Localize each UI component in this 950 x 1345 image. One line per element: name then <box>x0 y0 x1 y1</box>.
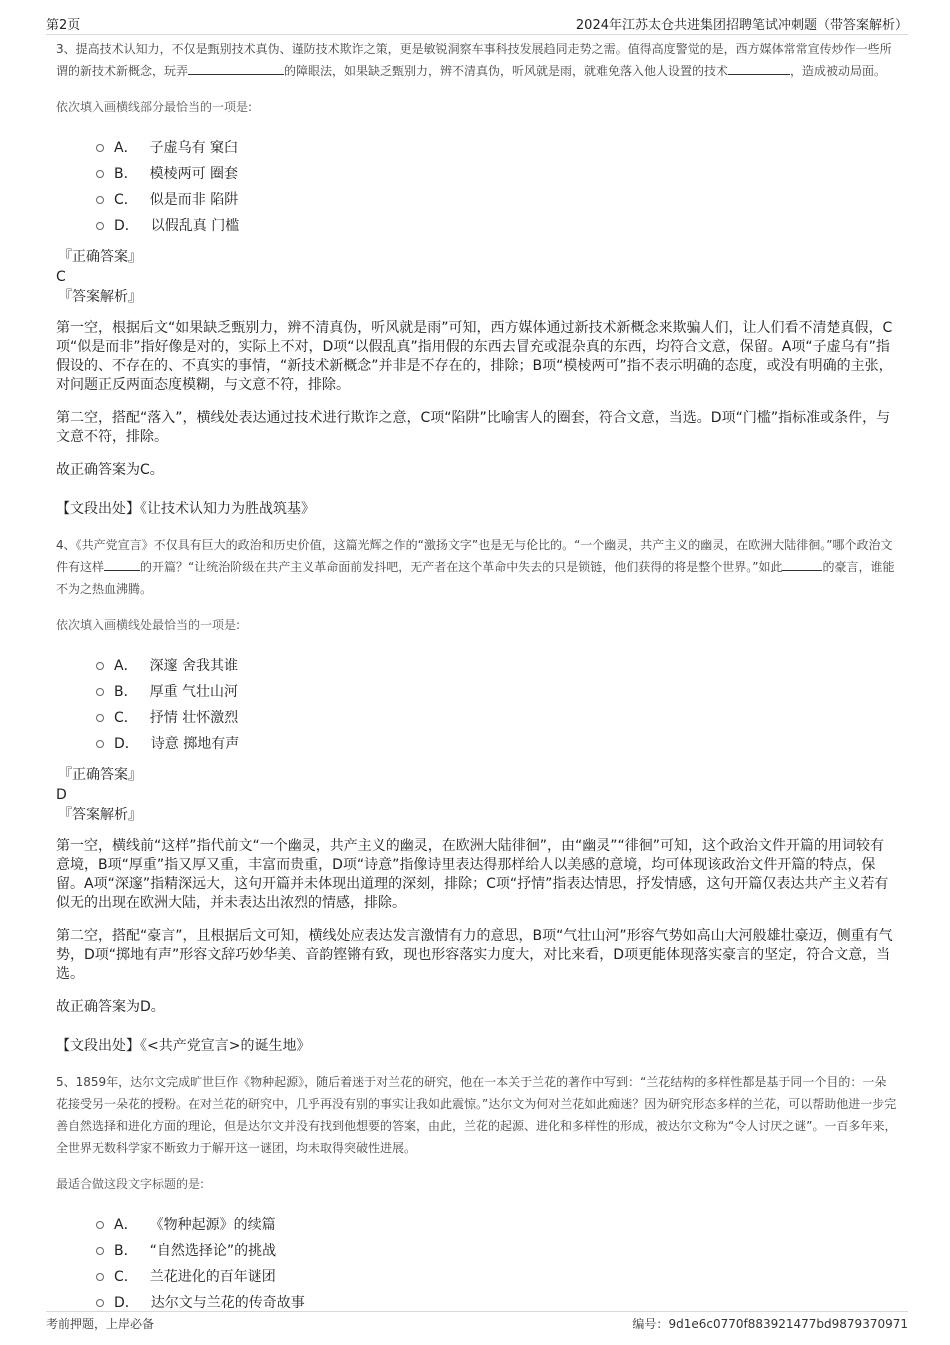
analysis-paragraph: 第一空，根据后文“如果缺乏甄别力，辨不清真伪，听风就是雨”可知，西方媒体通过新技术新概念来欺骗人们，让人们看不清楚真假，C项“似是而非”指好像是对的，实际上不对，D项“以假乱真”指用假的东西去冒充或混杂真的东西，均符合文意，保留。A项“子虚乌有”指假设的、不存在的、不真实的事情，“新技术新概念”并非是不存在的，排除；B项“模棱两可”指不表示明确的态度，或没有明确的主张，对问题正反两面态度模糊，与文意不符，排除。 <box>56 320 893 393</box>
radio-icon[interactable] <box>96 1247 104 1255</box>
answer-value: D <box>56 787 67 803</box>
blank-line <box>104 556 140 571</box>
radio-icon[interactable] <box>96 714 104 722</box>
question-4 <box>56 534 898 1055</box>
option-list <box>96 135 898 239</box>
radio-icon[interactable] <box>96 662 104 670</box>
question-stem: 4、《共产党宣言》不仅具有巨大的政治和历史价值，这篇光辉之作的“激扬文字”也是无与伦比的。“一个幽灵，共产主义的幽灵，在欧洲大陆徘徊。”哪个政治文件有这样 的开篇？“让统治阶级在共产主义革命面前发抖吧，无产者在这个革命中失去的只是锁链，他们获得的将是整个世界。”如此 的豪言，谁能不为之热血沸腾。 <box>56 538 895 596</box>
blank-line <box>188 60 284 75</box>
option-d[interactable]: D． 以假乱真 门槛 <box>96 213 898 239</box>
analysis-conclusion: 故正确答案为D。 <box>56 999 165 1015</box>
serial-number: 编号：9d1e6c0770f883921477bd9879370971 <box>632 1317 908 1331</box>
answer-label: 『正确答案』 <box>58 249 142 265</box>
radio-icon[interactable] <box>96 688 104 696</box>
analysis-label: 『答案解析』 <box>58 807 142 823</box>
document-title: 2024年江苏太仓共进集团招聘笔试冲刺题（带答案解析） <box>575 18 908 33</box>
blank-line <box>782 556 822 571</box>
option-c[interactable]: C． 似是而非 陷阱 <box>96 187 898 213</box>
page-number: 第2页 <box>46 18 81 33</box>
analysis-paragraph: 第二空，搭配“落入”，横线处表达通过技术进行欺诈之意，C项“陷阱”比喻害人的圈套，符合文意，当选。D项“门槛”指标准或条件，与文意不符，排除。 <box>56 410 891 445</box>
question-3 <box>56 38 898 518</box>
passage-source: 【文段出处】《让技术认知力为胜战筑基》 <box>56 501 315 517</box>
option-a[interactable]: A． 深邃 舍我其谁 <box>96 653 898 679</box>
radio-icon[interactable] <box>96 1221 104 1229</box>
content <box>56 38 898 1324</box>
footer-slogan: 考前押题，上岸必备 <box>46 1317 155 1331</box>
option-b[interactable]: B． “自然选择论”的挑战 <box>96 1238 898 1264</box>
option-c[interactable]: C． 兰花进化的百年谜团 <box>96 1264 898 1290</box>
option-a[interactable]: A． 子虚乌有 窠臼 <box>96 135 898 161</box>
page-footer <box>46 1311 908 1332</box>
radio-icon[interactable] <box>96 144 104 152</box>
blank-line <box>728 60 790 75</box>
radio-icon[interactable] <box>96 740 104 748</box>
option-list <box>96 1212 898 1316</box>
analysis-paragraph: 第二空，搭配“豪言”，且根据后文可知，横线处应表达发言激情有力的意思，B项“气壮山河”形容气势如高山大河般雄壮豪迈，侧重有气势，D项“掷地有声”形容文辞巧妙华美、音韵铿锵有致，现也形容落实力度大，对比来看，D项更能体现落实豪言的坚定，符合文意，当选。 <box>56 928 893 982</box>
passage-source: 【文段出处】《<共产党宣言>的诞生地》 <box>56 1038 311 1054</box>
question-prompt: 最适合做这段文字标题的是: <box>56 1177 205 1191</box>
answer-label: 『正确答案』 <box>58 767 142 783</box>
answer-value: C <box>56 269 66 285</box>
option-b[interactable]: B． 厚重 气壮山河 <box>96 679 898 705</box>
option-list <box>96 653 898 757</box>
analysis-conclusion: 故正确答案为C。 <box>56 462 164 478</box>
option-c[interactable]: C． 抒情 壮怀激烈 <box>96 705 898 731</box>
question-5 <box>56 1071 898 1316</box>
radio-icon[interactable] <box>96 196 104 204</box>
radio-icon[interactable] <box>96 170 104 178</box>
question-prompt: 依次填入画横线处最恰当的一项是: <box>56 618 241 632</box>
option-d[interactable]: D． 诗意 掷地有声 <box>96 731 898 757</box>
question-stem: 3、提高技术认知力，不仅是甄别技术真伪、谨防技术欺诈之策，更是敏锐洞察车事科技发展趋同走势之需。值得高度警觉的是，西方媒体常常宣传炒作一些所谓的新技术新概念，玩弄 的障眼法，如果缺乏甄别力，辨不清真伪，听风就是雨，就难免落入他人设置的技术 ，造成被动局面。 <box>56 42 892 78</box>
page-header <box>46 12 908 35</box>
radio-icon[interactable] <box>96 1299 104 1307</box>
question-stem: 5、1859年，达尔文完成旷世巨作《物种起源》，随后着迷于对兰花的研究，他在一本关于兰花的著作中写到：“兰花结构的多样性都是基于同一个目的：一朵花接受另一朵花的授粉。在对兰花的研究中，几乎再没有别的事实让我如此震惊。”达尔文为何对兰花如此痴迷？因为研究形态多样的兰花，可以帮助他进一步完善自然选择和进化方面的理论，但是达尔文并没有找到他想要的答案，由此，兰花的起源、进化和多样性的形成，被达尔文称为“令人讨厌之谜”。一百多年来，全世界无数科学家不断致力于解开这一谜团，均未取得突破性进展。 <box>56 1075 897 1155</box>
question-prompt: 依次填入画横线部分最恰当的一项是: <box>56 100 253 114</box>
option-d[interactable]: D． 达尔文与兰花的传奇故事 <box>96 1290 898 1316</box>
analysis-label: 『答案解析』 <box>58 289 142 305</box>
radio-icon[interactable] <box>96 1273 104 1281</box>
radio-icon[interactable] <box>96 222 104 230</box>
option-a[interactable]: A． 《物种起源》的续篇 <box>96 1212 898 1238</box>
option-b[interactable]: B． 模棱两可 圈套 <box>96 161 898 187</box>
analysis-paragraph: 第一空，横线前“这样”指代前文“一个幽灵，共产主义的幽灵，在欧洲大陆徘徊”，由“幽灵”“徘徊”可知，这个政治文件开篇的用词较有意境，B项“厚重”指又厚又重，丰富而贵重，D项“诗意”指像诗里表达得那样给人以美感的意境，均可体现该政治文件开篇的特点，保留。A项“深邃”指精深远大，这句开篇并未体现出道理的深刻，排除；C项“抒情”指表达情思，抒发情感，这句开篇仅表达共产主义若有似无的出现在欧洲大陆，并未表达出浓烈的情感，排除。 <box>56 838 889 911</box>
